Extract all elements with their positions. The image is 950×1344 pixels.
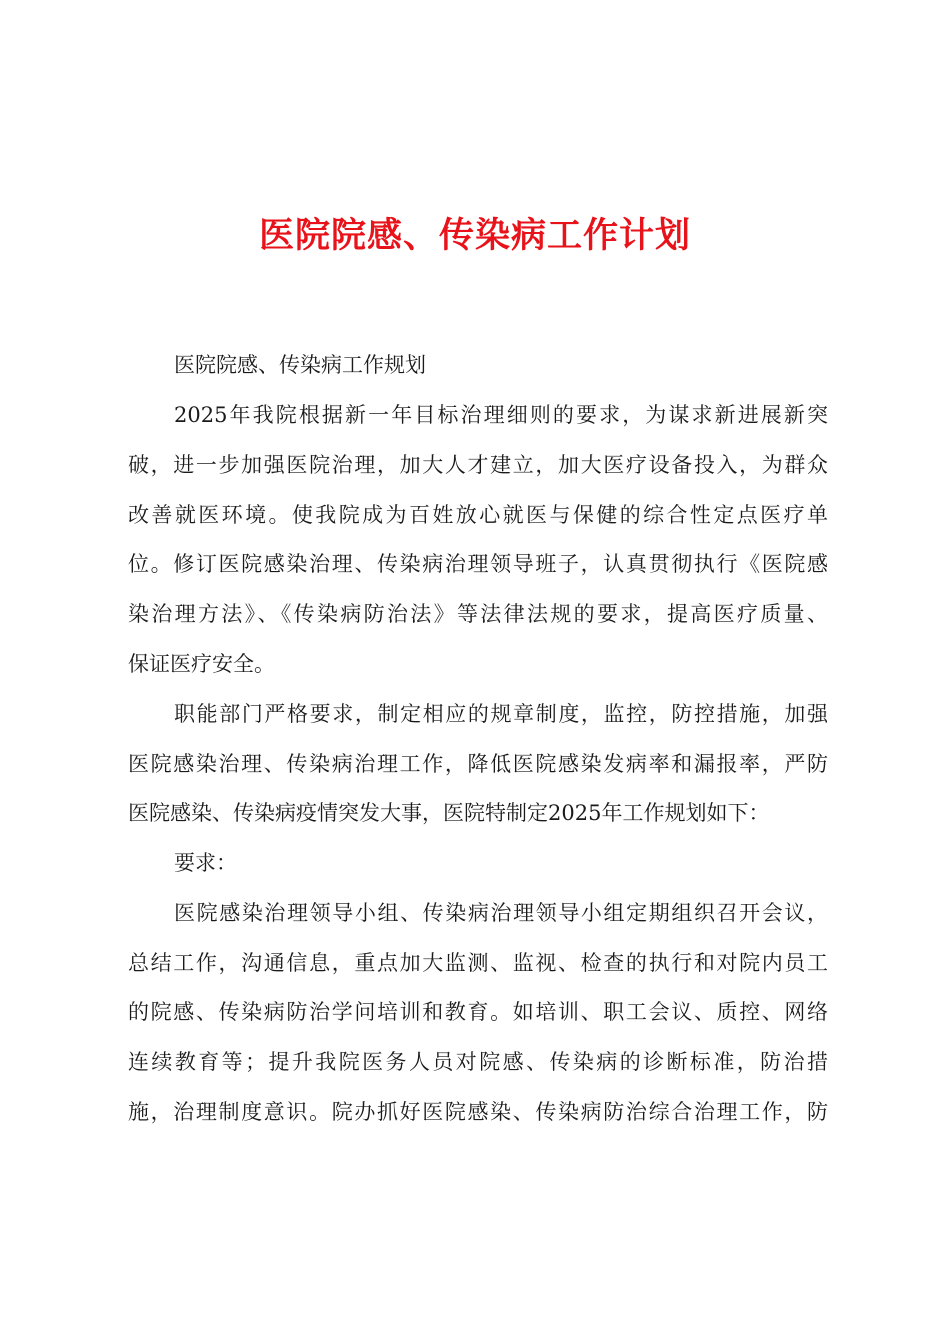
paragraph-1-line-2: 破，进一步加强医院治理，加大人才建立，加大医疗设备投入，为群众	[128, 453, 828, 477]
paragraph-3-line-1: 医院感染治理领导小组、传染病治理领导小组定期组织召开会议，	[174, 901, 828, 925]
paragraph-2-line-2: 医院感染治理、传染病治理工作，降低医院感染发病率和漏报率，严防	[128, 752, 828, 776]
paragraph-3-line-5: 施，治理制度意识。院办抓好医院感染、传染病防治综合治理工作，防	[128, 1100, 828, 1124]
requirements-heading: 要求：	[174, 851, 237, 875]
document-title: 医院院感、传染病工作计划	[258, 215, 691, 256]
paragraph-1-line-3: 改善就医环境。使我院成为百姓放心就医与保健的综合性定点医疗单	[128, 503, 828, 527]
paragraph-1-line-6: 保证医疗安全。	[128, 652, 275, 676]
paragraph-3-line-2: 总结工作，沟通信息，重点加大监测、监视、检查的执行和对院内员工	[128, 951, 828, 975]
paragraph-3-line-3: 的院感、传染病防治学问培训和教育。如培训、职工会议、质控、网络	[128, 1000, 828, 1024]
subtitle-line: 医院院感、传染病工作规划	[174, 353, 426, 377]
paragraph-1-line-1: 2025年我院根据新一年目标治理细则的要求，为谋求新进展新突	[174, 403, 828, 427]
paragraph-2-line-3: 医院感染、传染病疫情突发大事，医院特制定2025年工作规划如下：	[128, 801, 770, 825]
paragraph-1-line-4: 位。修订医院感染治理、传染病治理领导班子，认真贯彻执行《医院感	[128, 552, 828, 576]
paragraph-1-line-5: 染治理方法》、《传染病防治法》等法律法规的要求，提高医疗质量、	[128, 602, 828, 626]
paragraph-3-line-4: 连续教育等；提升我院医务人员对院感、传染病的诊断标准，防治措	[128, 1050, 828, 1074]
paragraph-2-line-1: 职能部门严格要求，制定相应的规章制度，监控，防控措施，加强	[174, 702, 828, 726]
